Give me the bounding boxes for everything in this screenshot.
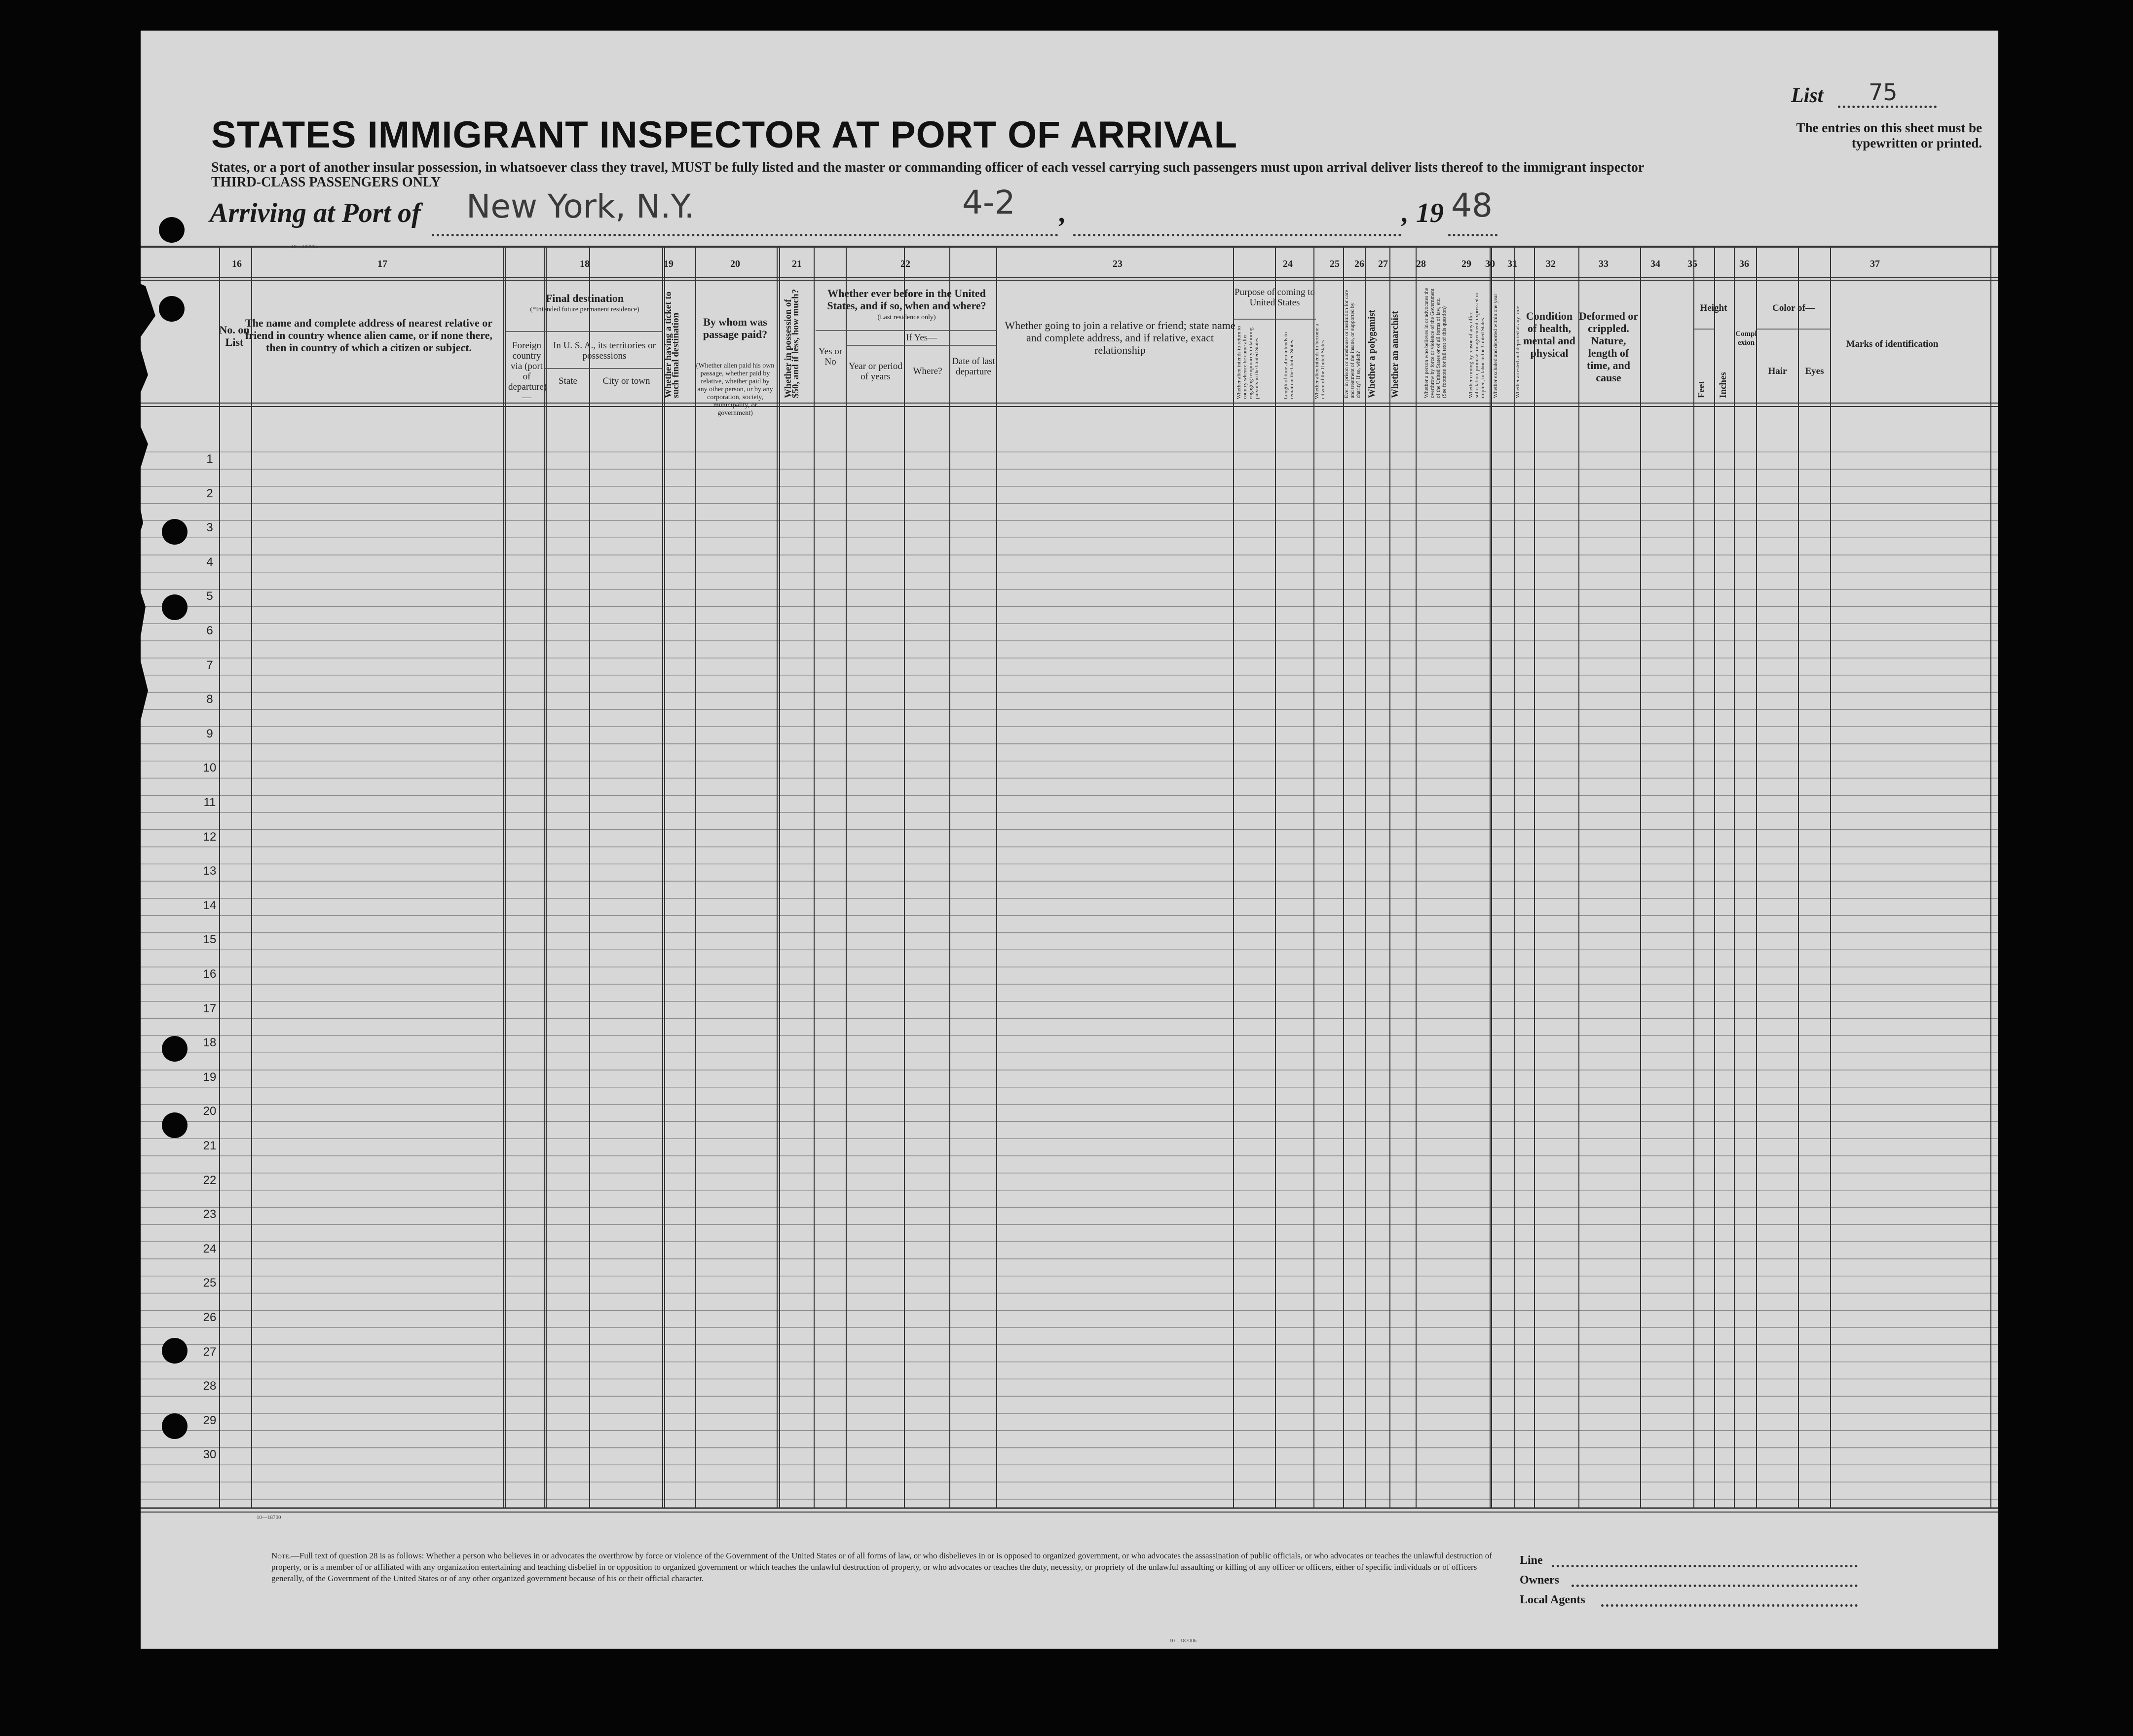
header-height: Height [1700,303,1727,313]
header-date-departure: Date of last departure [952,356,995,377]
header-inches: Inches [1718,372,1728,398]
header-no-on-list: No. on List [219,324,250,348]
header-ticket: Whether having a ticket to such final destination [663,291,681,398]
header-hair: Hair [1768,366,1787,376]
header-purpose-c: Whether alien intends to become a citizen of the United States [1314,324,1326,399]
header-year-period: Year or period of years [849,361,902,382]
col-num-22: 22 [900,259,910,269]
punch-hole [162,1338,187,1364]
punch-hole [162,519,187,545]
header-foreign-country: Foreign country via (port of departure)— [508,340,547,403]
line-label: Line [1520,1554,1543,1567]
comma-1: , [1059,198,1066,228]
row-number: 27 [203,1345,217,1359]
form-code-top: 10—18700b [291,244,318,250]
row-number: 7 [206,658,213,672]
col-num-27: 27 [1378,259,1388,269]
col-num-25: 25 [1330,259,1340,269]
date-handwritten: 4-2 [962,184,1015,222]
row-number: 25 [203,1276,217,1290]
row-number: 4 [206,555,213,569]
header-nearest-relative: The name and complete address of nearest relative or friend in country whence alien came, or if none there, then in country of which a citizen or subject. [245,317,493,354]
header-passage-note: (Whether alien paid his own passage, whether paid by relative, whether paid by any other person, or by any corporation, society, municipality, or government) [696,362,775,417]
row-number: 21 [203,1139,217,1152]
row-number: 3 [206,521,213,535]
row-number: 24 [203,1242,217,1256]
row-number: 9 [206,727,213,740]
header-health: Condition of health, mental and physical [1523,310,1575,359]
header-polygamist: Whether a polygamist [1367,309,1377,398]
punch-hole [162,1112,187,1138]
header-eyes: Eyes [1805,366,1824,376]
year-prefix: 19 [1416,198,1444,228]
header-deformed: Deformed or crippled. Nature, length of time, and cause [1578,310,1639,384]
row-number: 30 [203,1448,217,1462]
footnote-text: —Full text of question 28 is as follows: Whether a person who believes in or advocates the overthrow by force or violence of the Government of the United States or of all forms of law, or who disbelieves in or is opposed to organized government, or who advocates the assassination of public officials, or who advocates or teaches the unlawful destruction of property, or is a member of or affiliated with any organization entertaining and teaching disbelief in or opposition to organized government or which teaches the unlawful destruction of property, or who advocates or teaches the duty, necessity, or propriety of the unlawful assaulting or killing of any officer or officers, either of specific individuals or of officers generally, of the Government of the United States or of any other organized government because of his or their official character. [271,1551,1492,1583]
agents-label: Local Agents [1520,1593,1585,1606]
header-feet: Feet [1696,381,1707,398]
row-number: 23 [203,1208,217,1221]
row-number: 26 [203,1311,217,1324]
col-num-26: 26 [1354,259,1364,269]
comma-2: , [1402,198,1409,228]
header-marks: Marks of identification [1846,339,1939,349]
header-state: State [559,376,577,386]
header-final-destination-note: (*Intended future permanent residence) [530,306,639,313]
row-number: 14 [203,898,217,912]
header-prison: Ever in prison or almshouse or institution for care and treatment of the insane, or supported by charity? If so, which? [1344,290,1361,398]
punch-hole [162,594,187,620]
header-fifty-dollars: Whether in possession of $50, and if less, how much? [783,289,801,398]
col-num-36: 36 [1739,259,1749,269]
col-num-28: 28 [1416,259,1426,269]
header-passage-paid: By whom was passage paid? [703,316,768,340]
header-join-relative: Whether going to join a relative or friend; state name and complete address, and if relative, exact relationship [1005,319,1235,356]
header-purpose: Purpose of coming to United States [1234,287,1315,308]
row-number: 19 [203,1070,217,1084]
row-number: 16 [203,967,217,981]
header-arrested: Whether arrested and deported at any time [1515,306,1521,398]
col-num-24: 24 [1283,259,1293,269]
form-code-bottom: 10—18700 [257,1514,281,1520]
row-number: 5 [206,590,213,603]
row-number: 29 [203,1413,217,1427]
header-final-destination: Final destination [545,292,624,304]
col-num-17: 17 [377,259,387,269]
col-num-23: 23 [1113,259,1123,269]
row-number: 12 [203,830,217,844]
col-num-29: 29 [1461,259,1471,269]
row-number: 11 [203,796,216,809]
row-number: 8 [206,693,213,706]
col-num-31: 31 [1507,259,1517,269]
col-num-34: 34 [1650,259,1660,269]
header-overthrow: Whether a person who believes in or advocates the overthrow by force or violence of the Government of the United States or of all forms of law, etc. (See footnote for full text of this question) [1423,288,1447,398]
header-purpose-a: Whether alien intends to return to country whence he came after engaging temporarily in laboring pursuits in the United States [1236,326,1260,399]
header-anarchist: Whether an anarchist [1390,311,1400,398]
col-num-21: 21 [792,259,802,269]
punch-hole [159,296,185,322]
row-number: 18 [203,1036,217,1050]
row-number: 15 [203,933,217,947]
year-handwritten: 48 [1451,186,1493,224]
form-title: STATES IMMIGRANT INSPECTOR AT PORT OF ARRIVAL [211,114,1238,156]
header-yes-no: Yes or No [818,346,843,367]
col-num-32: 32 [1546,259,1556,269]
col-num-16: 16 [232,259,242,269]
row-number: 22 [203,1173,217,1187]
class-line: THIRD-CLASS PASSENGERS ONLY [211,175,441,190]
row-number: 2 [206,486,213,500]
form-subtitle: States, or a port of another insular possession, in whatsoever class they travel, MUST be fully listed and the master or commanding officer of each vessel carrying such passengers must upon arrival deliver lists thereof to the immigrant inspector [211,160,1645,175]
owners-label: Owners [1520,1574,1559,1587]
row-number: 10 [203,761,217,775]
header-offer: Whether coming by reason of any offer, solicitation, promise, or agreement, expressed or implied, to labor in the United States [1468,293,1486,398]
row-number: 6 [206,624,213,637]
list-number: 75 [1869,79,1898,106]
col-num-20: 20 [730,259,740,269]
punch-hole [162,1413,187,1439]
form-code-note: 10—18700b [1169,1638,1197,1644]
row-number: 17 [203,1001,217,1015]
col-num-19: 19 [664,259,674,269]
col-num-35: 35 [1687,259,1697,269]
header-where: Where? [913,366,942,376]
header-in-usa: In U. S. A., its territories or possessions [553,340,656,361]
header-if-yes: If Yes— [905,332,937,343]
header-city: City or town [602,376,650,386]
col-num-18: 18 [580,259,590,269]
col-num-37: 37 [1870,259,1880,269]
col-num-33: 33 [1599,259,1609,269]
punch-hole [159,217,185,243]
row-number: 1 [206,452,213,466]
header-ever-before: Whether ever before in the United States, and if so, when and where? [827,287,986,312]
list-label: List [1791,84,1824,107]
punch-hole [162,1036,187,1062]
row-number: 20 [203,1105,217,1118]
header-last-residence: (Last residence only) [877,314,936,321]
header-excluded: Whether excluded and deported within one year [1493,294,1498,398]
port-handwritten: New York, N.Y. [466,187,695,225]
arriving-label: Arriving at Port of [210,198,421,228]
header-color: Color of— [1772,303,1815,313]
row-number: 28 [203,1379,217,1393]
typewritten-notice: The entries on this sheet must be typewritten or printed. [1796,120,1982,150]
footnote-label: Note. [271,1551,291,1560]
header-complexion: Complexion [1735,330,1757,347]
row-number: 13 [203,864,217,878]
header-purpose-b: Length of time alien intends to remain in the United States [1283,332,1295,399]
col-num-30: 30 [1485,259,1495,269]
